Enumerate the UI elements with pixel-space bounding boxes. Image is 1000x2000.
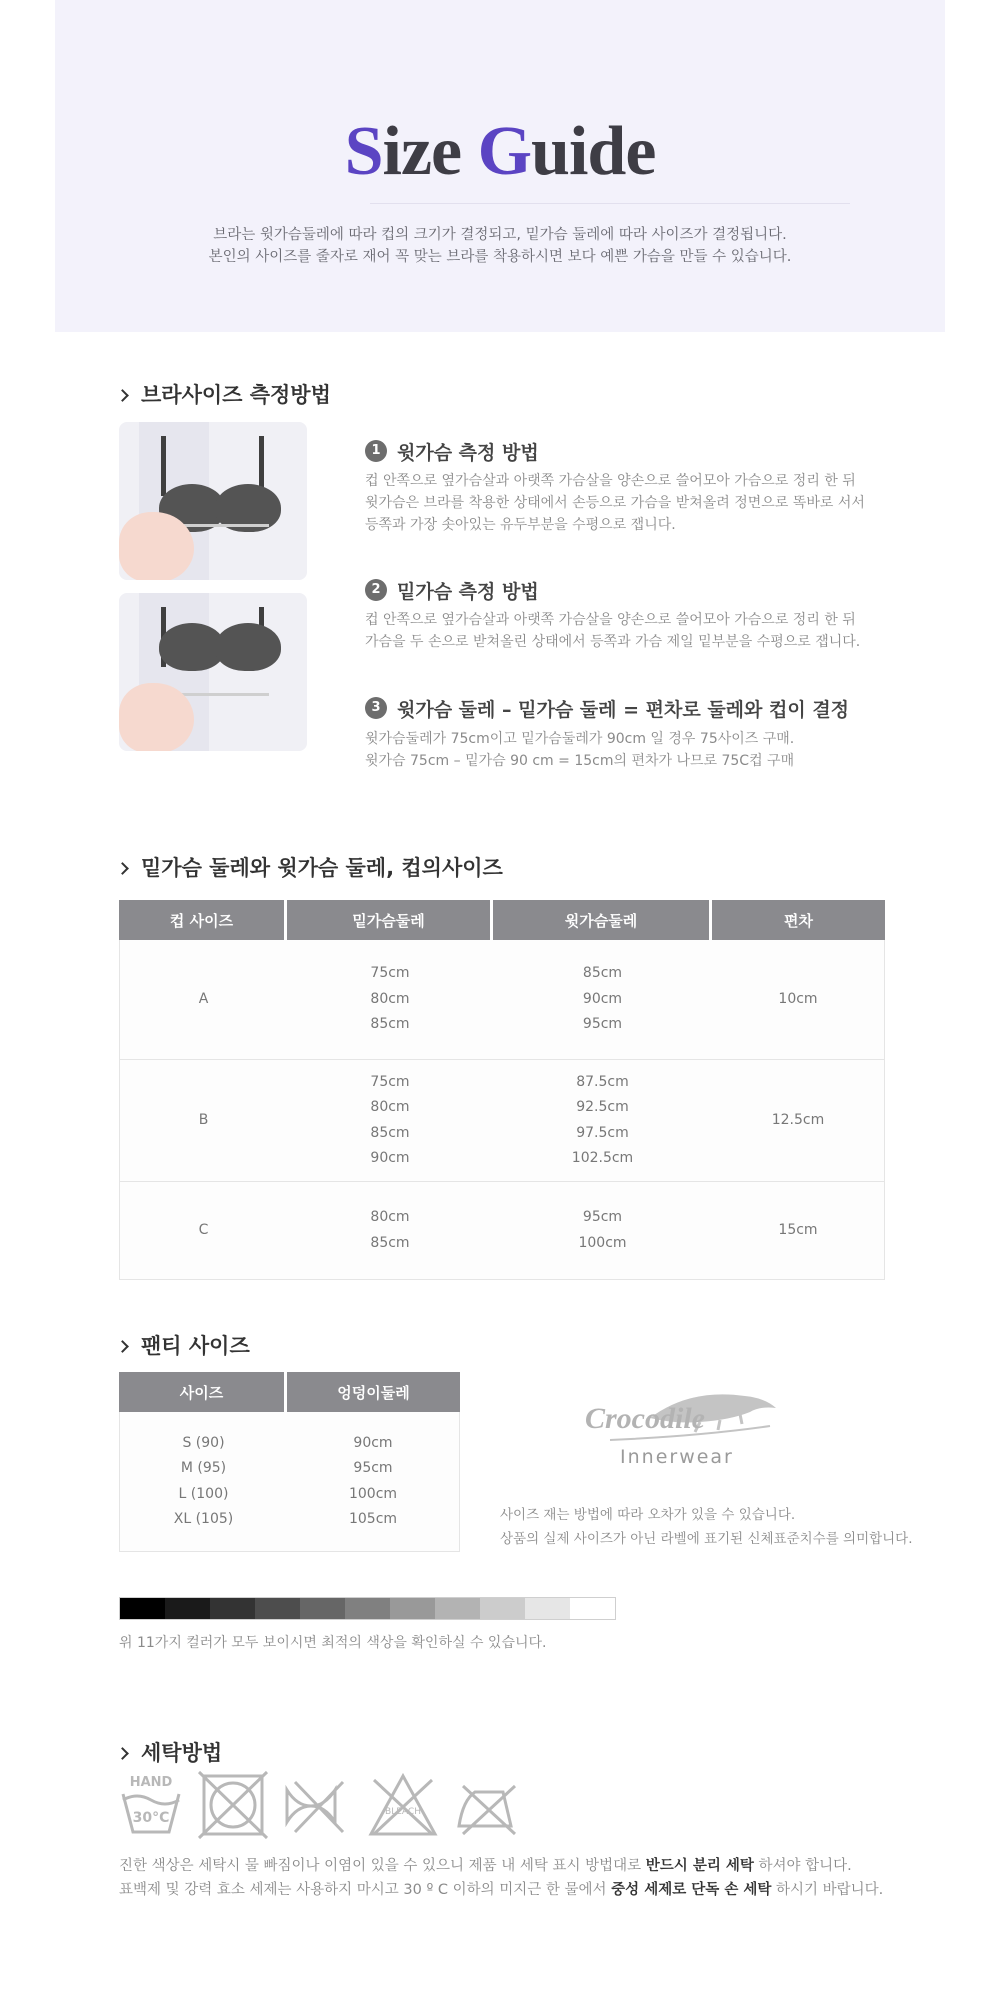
grayscale-calibration-bar	[119, 1597, 616, 1620]
table-row	[119, 1412, 460, 1552]
chevron-right-icon	[116, 1340, 129, 1353]
over-bust-cell: 87.5cm 92.5cm 97.5cm 102.5cm	[493, 1060, 712, 1182]
hero-description	[0, 224, 1000, 268]
measure-photo-lower	[119, 593, 307, 751]
step-title: 윗가슴 둘레 – 밑가슴 둘레 = 편차로 둘레와 컵이 결정	[397, 699, 850, 721]
step-description: 컵 안쪽으로 옆가슴살과 아랫쪽 가슴살을 양손으로 쓸어모아 가슴으로 정리 한 뒤 가슴을 두 손으로 받쳐올린 상태에서 등쪽과 가슴 제일 밑부분을 수평으로 잽니다.	[365, 612, 861, 650]
care-icons	[119, 1770, 559, 1840]
section-title-care: 세탁방법	[118, 1737, 222, 1767]
temp-label: 30°C	[132, 1810, 170, 1826]
color-swatch	[300, 1598, 345, 1619]
table-row	[119, 940, 885, 1060]
table-row	[119, 1060, 885, 1182]
swatch-note: 위 11가지 컬러가 모두 보이시면 최적의 색상을 확인하실 수 있습니다.	[119, 1635, 547, 1651]
step-description: 윗가슴둘레가 75cm이고 밑가슴둘레가 90cm 일 경우 75사이즈 구매. 윗가슴 75cm – 밑가슴 90 cm = 15cm의 편차가 나므로 75C컵 구매	[365, 731, 795, 769]
step-number-badge: 1	[365, 440, 387, 462]
bleach-label: BLEACH	[385, 1807, 421, 1817]
color-swatch	[120, 1598, 165, 1619]
step-description: 컵 안쪽으로 옆가슴살과 아랫쪽 가슴살을 양손으로 쓸어모아 가슴으로 정리 한 뒤 윗가슴은 브라를 착용한 상태에서 손등으로 가슴을 받쳐올려 정면으로 똑바로 서서 등쪽과 가장 솟아있는 유두부분을 수평으로 잽니다.	[365, 473, 865, 533]
step-number-badge: 3	[365, 697, 387, 719]
cup-cell: B	[119, 1060, 287, 1182]
color-swatch	[435, 1598, 480, 1619]
section-title-panty-size: 팬티 사이즈	[118, 1330, 250, 1360]
measure-photo-upper	[119, 422, 307, 580]
color-swatch	[345, 1598, 390, 1619]
panty-size-table	[119, 1372, 460, 1552]
table-header-row	[119, 1372, 460, 1412]
chevron-right-icon	[116, 862, 129, 875]
page-title: Size Guide	[344, 113, 656, 190]
table-header-cell: 윗가슴둘레	[493, 900, 712, 940]
table-header-cell: 엉덩이둘레	[287, 1372, 460, 1412]
chevron-right-icon	[116, 389, 129, 402]
bra-size-table	[119, 900, 885, 1280]
hand-wash-30-icon	[123, 1775, 179, 1832]
hand-label: HAND	[129, 1775, 173, 1790]
under-bust-cell: 75cm 80cm 85cm 90cm	[287, 1060, 493, 1182]
cup-cell: A	[119, 940, 287, 1060]
section-title-measure: 브라사이즈 측정방법	[118, 379, 331, 409]
color-swatch	[570, 1598, 615, 1619]
step-title: 밑가슴 측정 방법	[397, 581, 539, 603]
brand-subtitle: Innerwear	[620, 1446, 734, 1468]
hero-desc-line: 본인의 사이즈를 줄자로 재어 꼭 맞는 브라를 착용하시면 보다 예쁜 가슴을 만들 수 있습니다.	[208, 249, 792, 265]
step-number-badge: 2	[365, 579, 387, 601]
table-header-cell: 밑가슴둘레	[287, 900, 493, 940]
care-instructions: 진한 색상은 세탁시 물 빠짐이나 이염이 있을 수 있으니 제품 내 세탁 표시 방법대로 반드시 분리 세탁 하셔야 합니다. 표백제 및 강력 효소 세제는 사용하지 마시고 30 º C 이하의 미지근 한 물에서 중성 세제로 단독 손 세탁 하시기 바랍니다.	[119, 1858, 884, 1898]
hip-cell: 90cm 95cm 100cm 105cm	[287, 1412, 460, 1552]
over-bust-cell: 85cm 90cm 95cm	[493, 940, 712, 1060]
step-title: 윗가슴 측정 방법	[397, 442, 539, 464]
size-note: 사이즈 재는 방법에 따라 오차가 있을 수 있습니다. 상품의 실제 사이즈가 아닌 라벨에 표기된 신체표준치수를 의미합니다.	[500, 1507, 913, 1547]
color-swatch	[165, 1598, 210, 1619]
section-title-bra-size: 밑가슴 둘레와 윗가슴 둘레, 컵의사이즈	[118, 852, 503, 882]
diff-cell: 15cm	[712, 1182, 885, 1280]
no-tumble-dry-icon	[199, 1772, 267, 1838]
table-row	[119, 1182, 885, 1280]
brand-name: Crocodile	[585, 1402, 705, 1435]
under-bust-cell: 75cm 80cm 85cm	[287, 940, 493, 1060]
over-bust-cell: 95cm 100cm	[493, 1182, 712, 1280]
diff-cell: 10cm	[712, 940, 885, 1060]
under-bust-cell: 80cm 85cm	[287, 1182, 493, 1280]
cup-cell: C	[119, 1182, 287, 1280]
hero-desc-line: 브라는 윗가슴둘레에 따라 컵의 크기가 결정되고, 밑가슴 둘레에 따라 사이즈가 결정됩니다.	[213, 227, 787, 243]
color-swatch	[480, 1598, 525, 1619]
table-header-cell: 컵 사이즈	[119, 900, 287, 940]
table-header-row	[119, 900, 885, 940]
color-swatch	[390, 1598, 435, 1619]
panty-size-cell: S (90) M (95) L (100) XL (105)	[119, 1412, 287, 1552]
no-iron-icon	[459, 1786, 515, 1834]
no-bleach-icon	[371, 1776, 435, 1834]
no-wring-icon	[287, 1782, 343, 1832]
diff-cell: 12.5cm	[712, 1060, 885, 1182]
hero-divider	[370, 203, 850, 204]
table-header-cell: 편차	[712, 900, 885, 940]
color-swatch	[525, 1598, 570, 1619]
color-swatch	[210, 1598, 255, 1619]
chevron-right-icon	[116, 1747, 129, 1760]
color-swatch	[255, 1598, 300, 1619]
table-header-cell: 사이즈	[119, 1372, 287, 1412]
